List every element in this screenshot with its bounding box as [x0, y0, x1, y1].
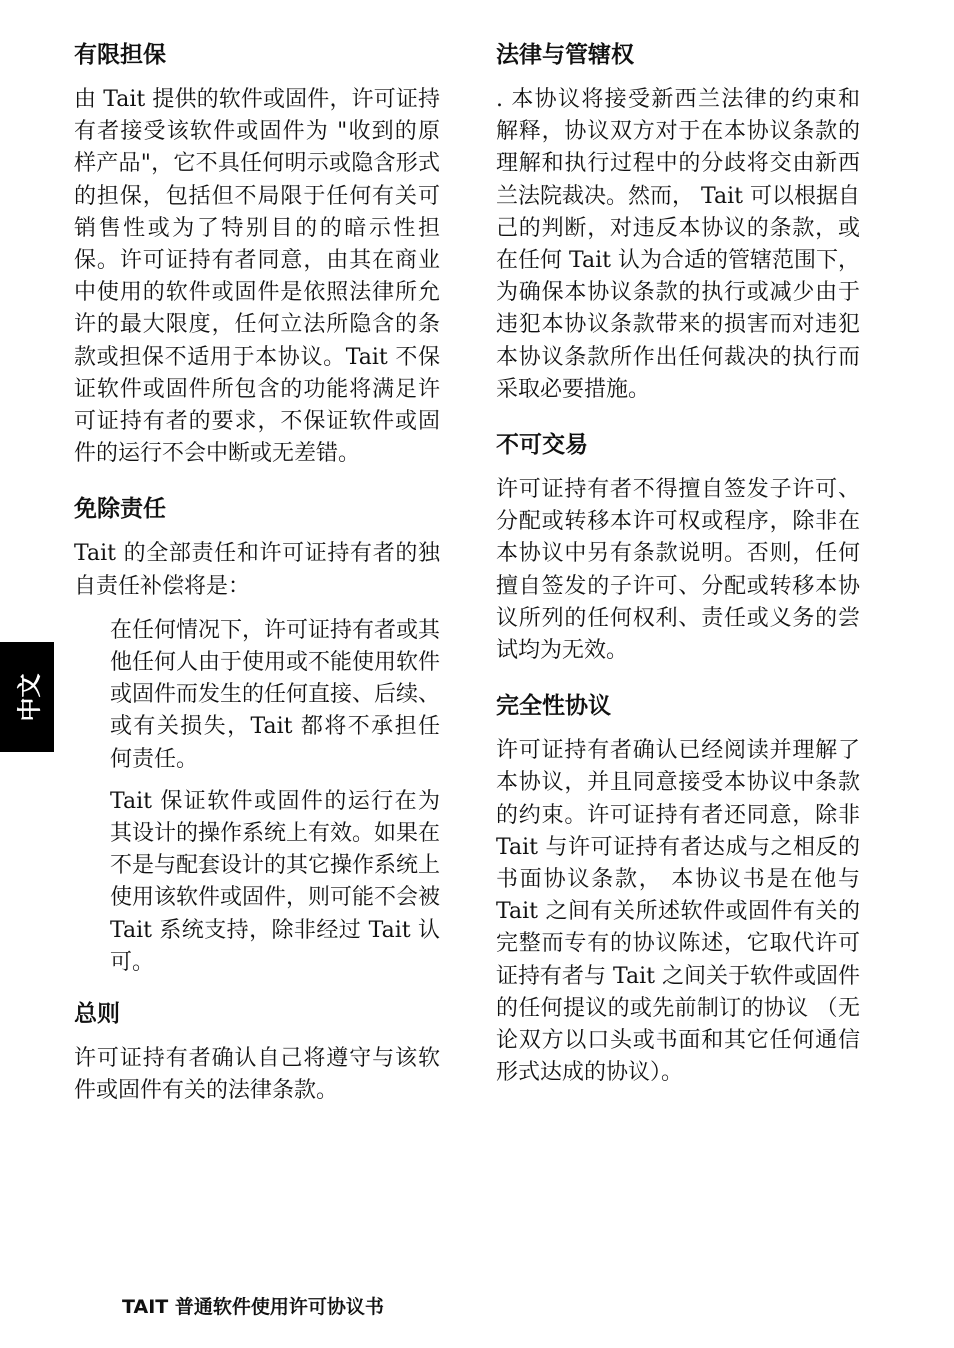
section-non-transferable	[496, 428, 860, 667]
section-paragraph: 许可证持有者确认自己将遵守与该软件或固件有关的法律条款。	[74, 1046, 440, 1104]
indented-paragraph: 在任何情况下，许可证持有者或其他任何人由于使用或不能使用软件或固件而发生的任何直接、后续、或有关损失，Tait 都将不承担任何责任。	[110, 617, 441, 772]
section-heading: 有限担保	[74, 42, 166, 68]
section-heading: 免除责任	[74, 496, 166, 523]
section-general	[74, 997, 440, 1107]
section-paragraph: . 本协议将接受新西兰法律的约束和解释，协议双方对于在本协议条款的理解和执行过程中的分歧将交由新西兰法院裁决。然而， Tait 可以根据自己的判断，对违反本协议的条款，或在任何 Tait 认为合适的管辖范围下，为确保本协议条款的执行或减少由于违犯本协议条款带来的损害而对违犯本协议条款所作出任何裁决的执行而采取必要措施。	[496, 87, 860, 402]
section-heading: 总则	[74, 1001, 120, 1028]
section-heading: 法律与管辖权	[496, 42, 634, 68]
section-liability-exclusion	[74, 492, 440, 979]
language-side-tab	[0, 642, 54, 752]
section-limited-warranty	[74, 38, 440, 470]
page-footer: TAIT 普通软件使用许可协议书	[122, 1296, 384, 1318]
section-paragraph: 许可证持有者不得擅自签发子许可、分配或转移本许可权或程序，除非在本协议中另有条款说明。否则，任何擅自签发的子许可、分配或转移本协议所列的任何权利、责任或义务的尝试均为无效。	[496, 477, 860, 664]
section-entire-agreement	[496, 689, 860, 1089]
section-heading: 不可交易	[496, 432, 588, 459]
section-paragraph: 由 Tait 提供的软件或固件，许可证持有者接受该软件或固件为 "收到的原样产品"，它不具任何明示或隐含形式的担保，包括但不局限于任何有关可销售性或为了特别目的的暗示性担保。许可证持有者同意，由其在商业中使用的软件或固件是依照法律所允许的最大限度，任何立法所隐含的条款或担保不适用于本协议。Tait 不保证软件或固件所包含的功能将满足许可证持有者的要求，不保证软件或固件的运行不会中断或无差错。	[74, 87, 440, 467]
indented-paragraph: Tait 保证软件或固件的运行在为其设计的操作系统上有效。如果在不是与配套设计的其它操作系统上使用该软件或固件，则可能不会被 Tait 系统支持，除非经过 Tait 认可。	[110, 788, 441, 975]
section-intro: Tait 的全部责任和许可证持有者的独自责任补偿将是：	[74, 541, 440, 599]
language-tab-label: 中文	[15, 673, 44, 721]
section-heading: 完全性协议	[496, 693, 611, 720]
section-law-jurisdiction	[496, 38, 860, 406]
right-column	[496, 38, 860, 1111]
section-paragraph: 许可证持有者确认已经阅读并理解了本协议，并且同意接受本协议中条款的约束。许可证持有者还同意，除非 Tait 与许可证持有者达成与之相反的书面协议条款， 本协议书是在他与 Tait 之间有关所述软件或固件有关的完整而专有的协议陈述，它取代许可证持有者与 Tait 之间关于软件或固件的任何提议的或先前制订的协议 （无论双方以口头或书面和其它任何通信形式达成的协议）。	[496, 738, 860, 1086]
left-column	[74, 38, 440, 1129]
